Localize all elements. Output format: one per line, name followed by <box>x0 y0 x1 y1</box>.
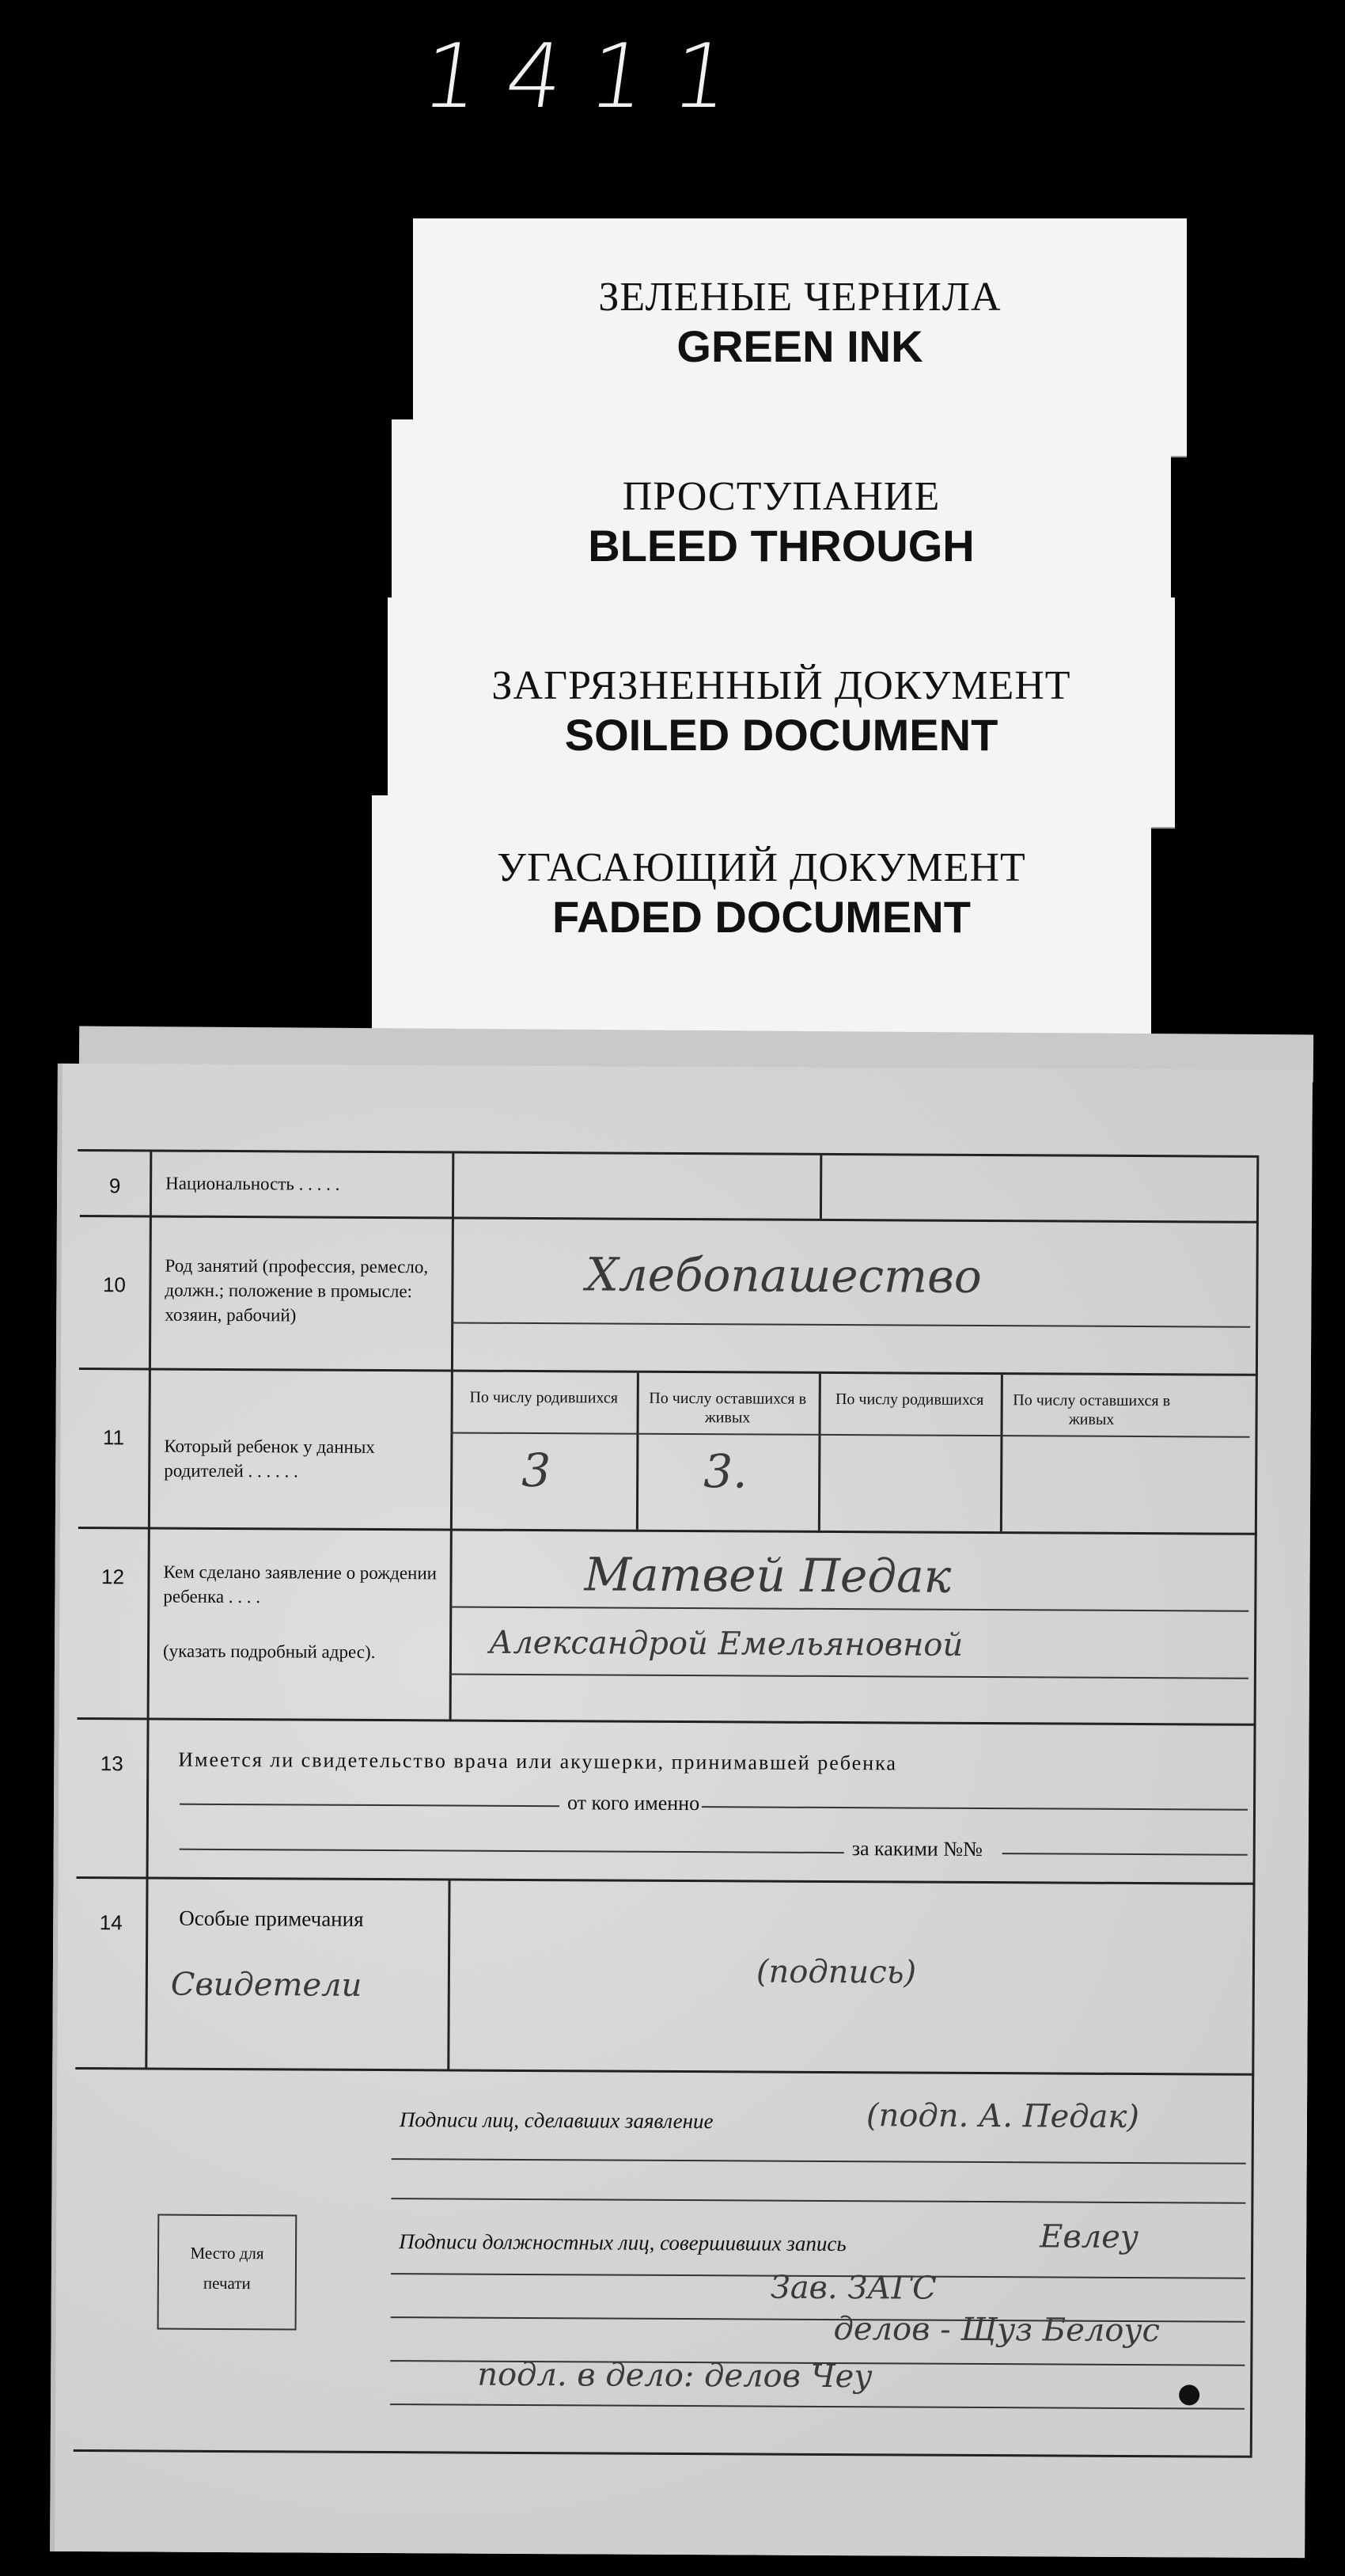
from-whom-label: от кого именно <box>566 1791 700 1815</box>
declarant-signatures-label: Подписи лиц, сделавших заявление <box>399 2107 714 2134</box>
form-row-9 <box>80 1151 1259 1224</box>
official-signature-3: делов - Щуз Белоус <box>833 2311 1161 2350</box>
official-signature-1: Евлеу <box>1040 2218 1139 2256</box>
flag-ru-label: ПРОСТУПАНИЕ <box>622 474 941 519</box>
flag-soiled-document <box>388 598 1175 827</box>
form-row-14 <box>75 1879 1255 2076</box>
born-count-header: По числу родившихся <box>469 1388 618 1407</box>
form-row-11 <box>78 1370 1258 1535</box>
flag-en-label: GREEN INK <box>676 321 923 371</box>
row-number: 13 <box>100 1751 123 1776</box>
row-number: 14 <box>99 1910 123 1935</box>
frame-number: 1411 <box>415 25 764 128</box>
flag-ru-label: ЗАГРЯЗНЕННЫЙ ДОКУМЕНТ <box>491 663 1071 708</box>
declarant-handwritten: Матвей Педак <box>584 1547 952 1603</box>
child-order-label: Который ребенок у данных родителей . . . . . . <box>164 1436 375 1481</box>
declarant-handwritten-2: Александрой Емельяновной <box>488 1624 964 1664</box>
row-number: 12 <box>100 1565 125 1589</box>
stamp-placeholder-label: Место для печати <box>190 2243 264 2293</box>
occupation-label: Род занятий (професcия, ремесло, должн.; положение в промысле: хозяин, рабочий) <box>165 1255 429 1326</box>
stamp-placeholder <box>157 2214 297 2331</box>
nationality-label: Национальность . . . . . <box>165 1173 340 1194</box>
living-count-header: По числу оставшихся в живых <box>649 1389 807 1427</box>
flag-ru-label: ЗЕЛЕНЫЕ ЧЕРНИЛА <box>598 275 1002 320</box>
medical-certificate-question: Имеется ли свидетельство врача или акушерки, принимавшей ребенка <box>178 1747 898 1775</box>
binding-hole <box>1179 2384 1199 2405</box>
flag-faded-document <box>372 795 1151 1060</box>
signature-note-handwritten: (подпись) <box>756 1953 917 1991</box>
row-number: 9 <box>108 1174 121 1198</box>
witnesses-handwritten: Свидетели <box>170 1966 362 2004</box>
official-signature-2: Зав. ЗАГС <box>770 2269 937 2307</box>
flag-ru-label: УГАСАЮЩИЙ ДОКУМЕНТ <box>497 845 1026 890</box>
declarant-label: Кем сделано заявление о рождении ребенка . . . . <box>163 1561 438 1607</box>
born-count-value: 3 <box>521 1443 551 1498</box>
flag-en-label: SOILED DOCUMENT <box>564 710 998 760</box>
flag-en-label: FADED DOCUMENT <box>552 892 971 942</box>
record-form <box>78 1149 1259 2396</box>
record-page <box>50 1064 1313 2558</box>
living-count-header-2: По числу оставшихся в живых <box>1013 1391 1171 1428</box>
officials-signatures-label: Подписи должностных лиц, совершивших запись <box>399 2229 847 2256</box>
form-row-13 <box>77 1720 1256 1885</box>
flag-en-label: BLEED THROUGH <box>588 521 975 571</box>
address-note-label: (указать подробный адрес). <box>162 1641 376 1662</box>
by-which-numbers-label: за какими №№ <box>851 1837 983 1861</box>
form-row-12 <box>78 1529 1257 1726</box>
official-signature-4: подл. в дело: делов Чеу <box>477 2356 873 2396</box>
living-count-value: 3. <box>703 1444 748 1499</box>
row-number: 10 <box>102 1273 127 1297</box>
declarant-signature-handwritten: (подп. А. Педак) <box>866 2097 1140 2136</box>
special-notes-label: Особые примечания <box>179 1906 364 1931</box>
form-row-10 <box>79 1217 1259 1376</box>
signatures-block <box>74 2070 1255 2458</box>
occupation-handwritten: Хлебопашество <box>585 1247 982 1303</box>
born-count-header-2: По числу родившихся <box>835 1390 984 1409</box>
row-number: 11 <box>102 1425 125 1450</box>
